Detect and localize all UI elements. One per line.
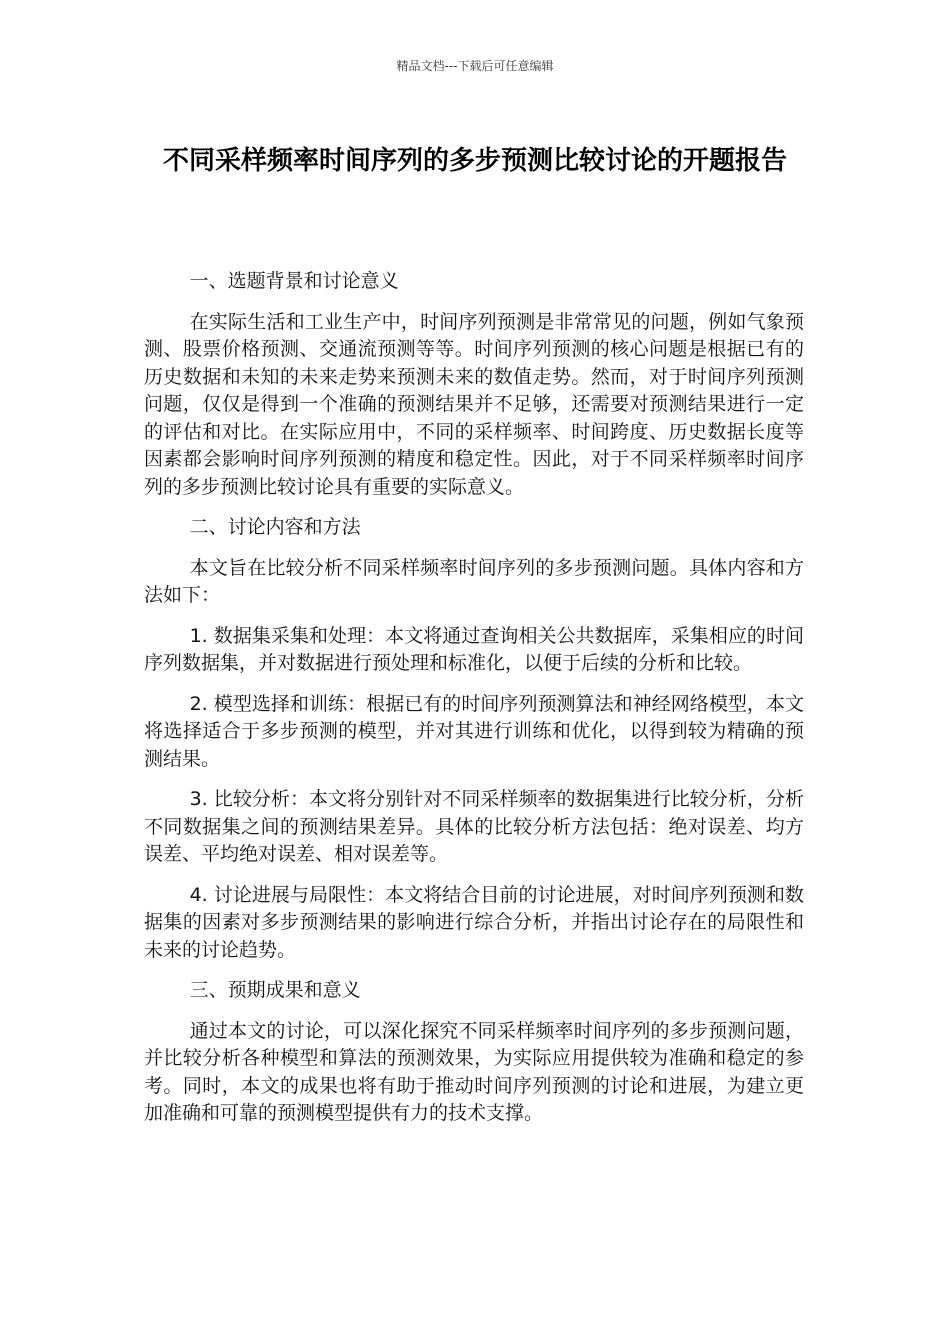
- paragraph-content-intro: 本文旨在比较分析不同采样频率时间序列的多步预测问题。具体内容和方法如下：: [144, 556, 804, 606]
- list-item-model-selection: 2. 模型选择和训练：根据已有的时间序列预测算法和神经网络模型，本文将选择适合于多步预测的模型，并对其进行训练和优化，以得到较为精确的预测结果。: [144, 692, 804, 770]
- section-heading-background: 一、选题背景和讨论意义: [189, 270, 399, 292]
- document-body: [144, 268, 804, 1141]
- list-item-progress-limits: 4. 讨论进展与局限性：本文将结合目前的讨论进展，对时间序列预测和数据集的因素对多步预测结果的影响进行综合分析，并指出讨论存在的局限性和未来的讨论趋势。: [144, 883, 804, 961]
- paragraph-background: 在实际生活和工业生产中，时间序列预测是非常常见的问题，例如气象预测、股票价格预测、交通流预测等等。时间序列预测的核心问题是根据已有的历史数据和未知的未来走势来预测未来的数值走势。然而，对于时间序列预测问题，仅仅是得到一个准确的预测结果并不足够，还需要对预测结果进行一定的评估和对比。在实际应用中，不同的采样频率、时间跨度、历史数据长度等因素都会影响时间序列预测的精度和稳定性。因此，对于不同采样频率时间序列的多步预测比较讨论具有重要的实际意义。: [144, 310, 804, 498]
- header-note: 精品文档---下载后可任意编辑: [396, 59, 554, 73]
- list-item-data-collection: 1. 数据集采集和处理：本文将通过查询相关公共数据库，采集相应的时间序列数据集，并对数据进行预处理和标准化，以便于后续的分析和比较。: [144, 624, 804, 674]
- document-title: 不同采样频率时间序列的多步预测比较讨论的开题报告: [162, 146, 787, 176]
- paragraph-expected-results: 通过本文的讨论，可以深化探究不同采样频率时间序列的多步预测问题，并比较分析各种模型和算法的预测效果，为实际应用提供较为准确和稳定的参考。同时，本文的成果也将有助于推动时间序列预测的讨论和进展，为建立更加准确和可靠的预测模型提供有力的技术支撑。: [144, 1019, 804, 1124]
- section-heading-expected-results: 三、预期成果和意义: [189, 979, 361, 1001]
- section-heading-content-methods: 二、讨论内容和方法: [189, 516, 361, 538]
- list-item-comparison: 3. 比较分析：本文将分别针对不同采样频率的数据集进行比较分析，分析不同数据集之间的预测结果差异。具体的比较分析方法包括：绝对误差、均方误差、平均绝对误差、相对误差等。: [144, 788, 804, 865]
